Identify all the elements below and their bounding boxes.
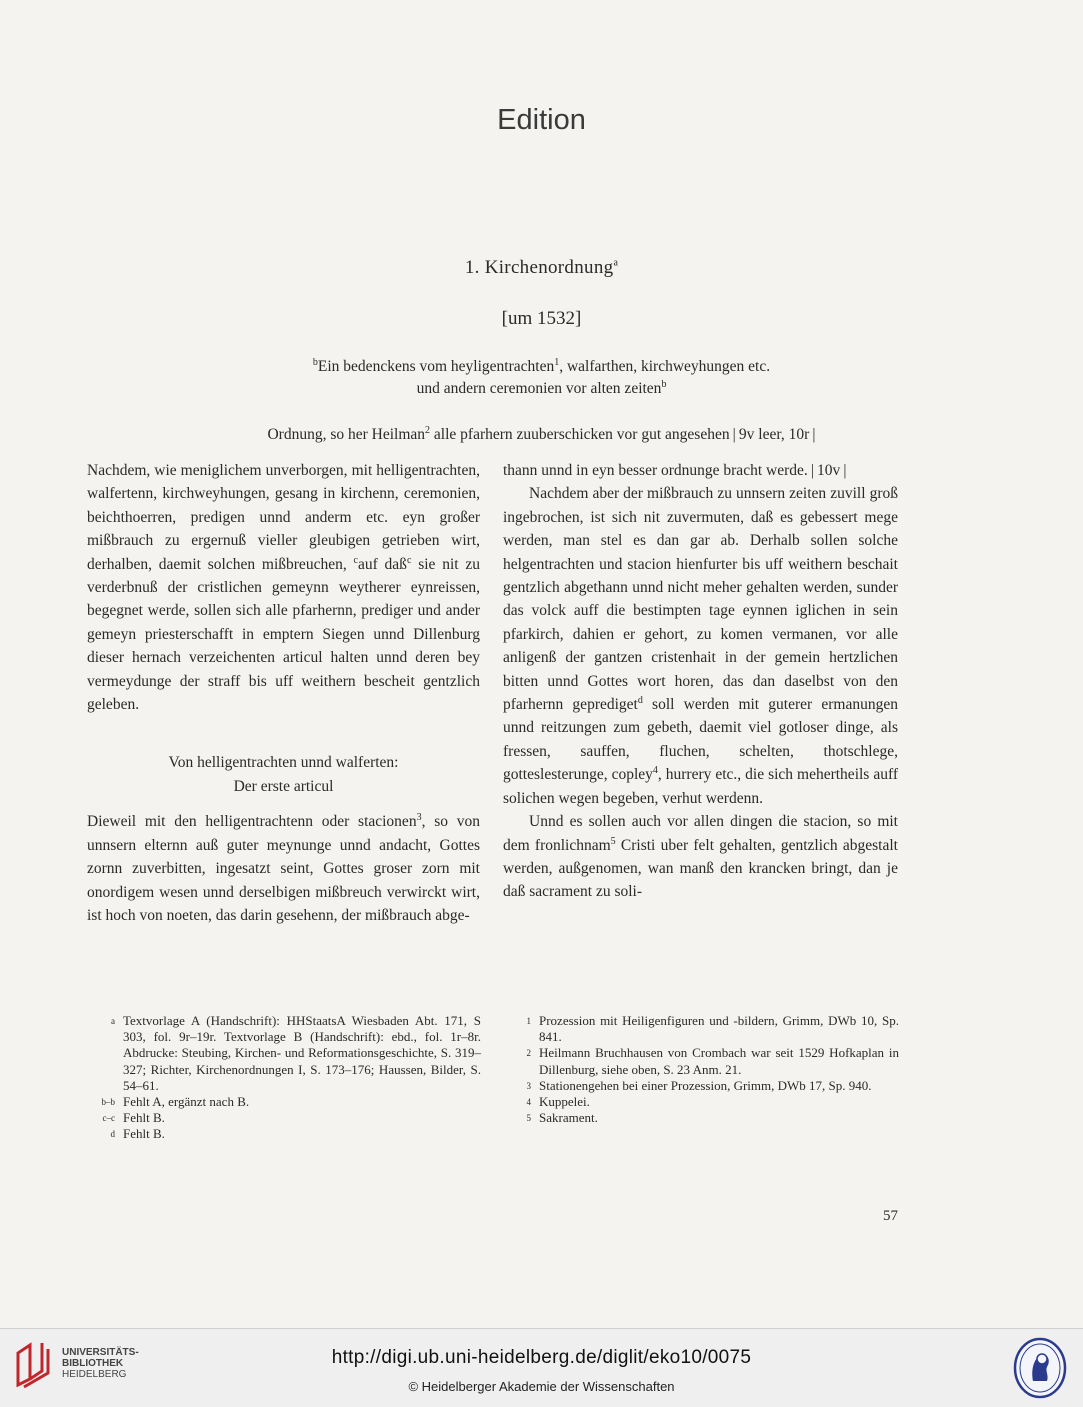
footnote-marker: 2 xyxy=(526,1048,531,1059)
ordnung-text: Ordnung, so her Heilman xyxy=(267,426,426,443)
spacer xyxy=(87,716,480,751)
paragraph xyxy=(87,810,480,927)
paragraph xyxy=(87,459,480,716)
footnote-mark: b xyxy=(661,378,667,390)
footnote-ref: 4 xyxy=(652,765,658,777)
section-heading-text: 1. Kirchenordnung xyxy=(464,257,614,278)
text: Unnd es sollen auch vor allen dingen die stacion, so mit dem fronlichnam xyxy=(503,813,898,854)
footnote-text: Fehlt B. xyxy=(123,1126,165,1142)
footnote-mark: c xyxy=(353,554,358,566)
footnote-marker: 1 xyxy=(526,1016,531,1026)
footnote-text: Prozession mit Heiligenfiguren und -bildern, Grimm, DWb 10, Sp. 841. xyxy=(539,1013,899,1045)
copyright-notice: © Heidelberger Akademie der Wissenschaften xyxy=(408,1379,675,1394)
footnote xyxy=(503,1110,899,1126)
section-heading xyxy=(0,257,1083,279)
intro-lines xyxy=(0,356,1083,400)
footnote-text: Textvorlage A (Handschrift): HHStaatsA Wiesbaden Abt. 171, S 303, fol. 9r–19r. Textvorlage B (Handschrift): ebd., fol. 1r–8r. Abdrucke: Steubing, Kirchen- und Reformationsgeschichte, S. 319–327; Richter, Kirchenordnungen I, S. 173–176; Haussen, Bilder, S. 54–61. xyxy=(123,1013,481,1093)
footnote-mark: d xyxy=(637,694,643,706)
footnote xyxy=(503,1094,899,1110)
footnote-marker: 4 xyxy=(526,1097,531,1108)
footnote xyxy=(503,1045,899,1077)
footnote-ref: 5 xyxy=(610,835,616,847)
footnote-ref: 1 xyxy=(554,356,560,368)
library-name-line: BIBLIOTHEK xyxy=(62,1358,124,1369)
footnote xyxy=(503,1078,899,1094)
intro-text: und andern ceremonien vor alten zeiten xyxy=(416,380,662,397)
section-date: [um 1532] xyxy=(501,308,582,329)
intro-text: , walfarthen, kirchweyhungen etc. xyxy=(559,358,771,375)
paragraph xyxy=(503,482,898,810)
intro-line-2 xyxy=(0,378,1083,400)
text: soll werden mit guterer ermanungen unnd reitzungen zum gebeth, daemit viel gotloser dinge, als fressen, sauffen, fluchen, schelten, thotschlege, gotteslesterunge, copley xyxy=(503,696,898,784)
footnote-text: Sakrament. xyxy=(539,1110,598,1126)
footnote-text: Stationengehen bei einer Prozession, Grimm, DWb 17, Sp. 940. xyxy=(539,1077,872,1093)
footnote-text: Heilmann Bruchhausen von Crombach war seit 1529 Hofkaplan in Dillenburg, siehe oben, S. 23 Anm. 21. xyxy=(539,1045,899,1077)
footnote xyxy=(87,1126,481,1142)
intro-text: Ein bedenckens vom heyligentrachten xyxy=(317,358,555,375)
section-footnote-mark: a xyxy=(613,257,619,269)
footnote xyxy=(87,1013,481,1094)
library-name-line: UNIVERSITÄTS- xyxy=(62,1347,139,1358)
ordnung-text: alle pfarhern zuuberschicken vor gut angesehen | 9v leer, 10r | xyxy=(430,426,816,443)
spacer xyxy=(87,798,480,810)
footnote xyxy=(87,1110,481,1126)
footnote-ref: 3 xyxy=(416,812,422,824)
footnote xyxy=(503,1013,899,1045)
text: Dieweil mit den helligentrachtenn oder stacionen xyxy=(87,813,417,831)
text: sie nit zu verderbnuß der cristlichen gemeynn weytherer eynreissen, begegnet werde, sollen sich alle pfarhernn, prediger und ander gemeyn priesterschafft in emptern Siegen unnd Dillenburg dieser hernach verzeichenten articul halten unnd deren bey vermeydunge der straff bis uff weithern bescheit gentzlich geleben. xyxy=(87,555,481,714)
viewer-footer xyxy=(0,1328,1083,1407)
academy-seal-icon[interactable] xyxy=(1013,1337,1067,1399)
footnote-marker: d xyxy=(110,1129,115,1140)
text: , so von unnsern elternn auß guter meynunge unnd andacht, Gottes zornn zuverbitten, ingesatzt seint, Gottes groser zorn mit onordigem wesen unnd derselbigen mißbreuch verwirckt wirt, ist hoch von noeten, das darin gesehenn, der mißbrauch abge- xyxy=(87,813,480,924)
footnote-marker: c–c xyxy=(102,1113,115,1124)
page-number: 57 xyxy=(883,1208,898,1224)
ordnung-line xyxy=(0,426,1083,444)
right-column xyxy=(503,459,898,904)
footnote-marker: 3 xyxy=(526,1080,531,1091)
article-heading: Von helligentrachten unnd walferten: xyxy=(168,754,399,772)
footnotes-textual xyxy=(87,1013,481,1143)
paragraph: thann unnd in eyn besser ordnunge bracht werde. | 10v | xyxy=(503,462,847,479)
text: auf daß xyxy=(357,555,407,573)
text: Nachdem, wie meniglichem unverborgen, mit helligentrachten, walfertenn, kirchweyhungen, gesang in kirchenn, ceremonien, beichthoerren, predigen unnd anderm etc. eyn großer mißbrauch zu ergernuß vieller gleubigen getrieben wirt, derhalben, daemit solchen mißbreuchen, xyxy=(87,462,480,573)
bleed-through-header xyxy=(395,56,399,68)
left-column xyxy=(87,459,480,927)
intro-line-1 xyxy=(0,356,1083,378)
footnote-marker: 5 xyxy=(526,1113,531,1124)
footnote-marker: b–b xyxy=(101,1097,115,1108)
footnote-marker: a xyxy=(111,1016,115,1026)
footnote-text: Fehlt A, ergänzt nach B. xyxy=(123,1094,250,1110)
footnote-mark: b xyxy=(312,356,318,368)
text: , hurrery etc., die sich mehertheils auff solichen wegen begeben, verhut werdenn. xyxy=(503,766,898,807)
page-title: Edition xyxy=(497,104,586,136)
footnote-text: Kuppelei. xyxy=(539,1094,590,1110)
footnote-ref: 2 xyxy=(425,424,431,436)
paragraph xyxy=(503,810,898,904)
text: Cristi uber felt gehalten, gentzlich abgestalt werden, außgenomen, wan manß den krancken bringt, dan je daß sacrament zu soli- xyxy=(503,836,898,901)
footnote-text: Fehlt B. xyxy=(123,1110,165,1126)
text: Nachdem aber der mißbrauch zu unnsern zeiten zuvill groß ingebrochen, ist sich nit zuvermuten, daß es gebessert mege werden, man stel es dan gar ab. Derhalb sollen solche helgentrachten und stacion hienfurter bis uff weithern beschait gentzlich abgethann unnd nicht meher gehalten werden, sunder das volck auff die bestimpten tage eynnen iglichen in sein pfarkirch, dahien er gehort, zu komen vermanen, vor alle anligenß der gantzen cristenhait in der gemein hertzlichen bitten unnd Gottes wort horen, das dan daselbst von den pfarhernn geprediget xyxy=(503,485,898,714)
library-name-line: HEIDELBERG xyxy=(62,1369,127,1380)
footnote-mark: c xyxy=(406,554,412,566)
footnotes-commentary xyxy=(503,1013,899,1126)
permalink-url[interactable]: http://digi.ub.uni-heidelberg.de/diglit/eko10/0075 xyxy=(331,1347,752,1368)
article-subheading: Der erste articul xyxy=(233,777,334,795)
footnote xyxy=(87,1094,481,1110)
